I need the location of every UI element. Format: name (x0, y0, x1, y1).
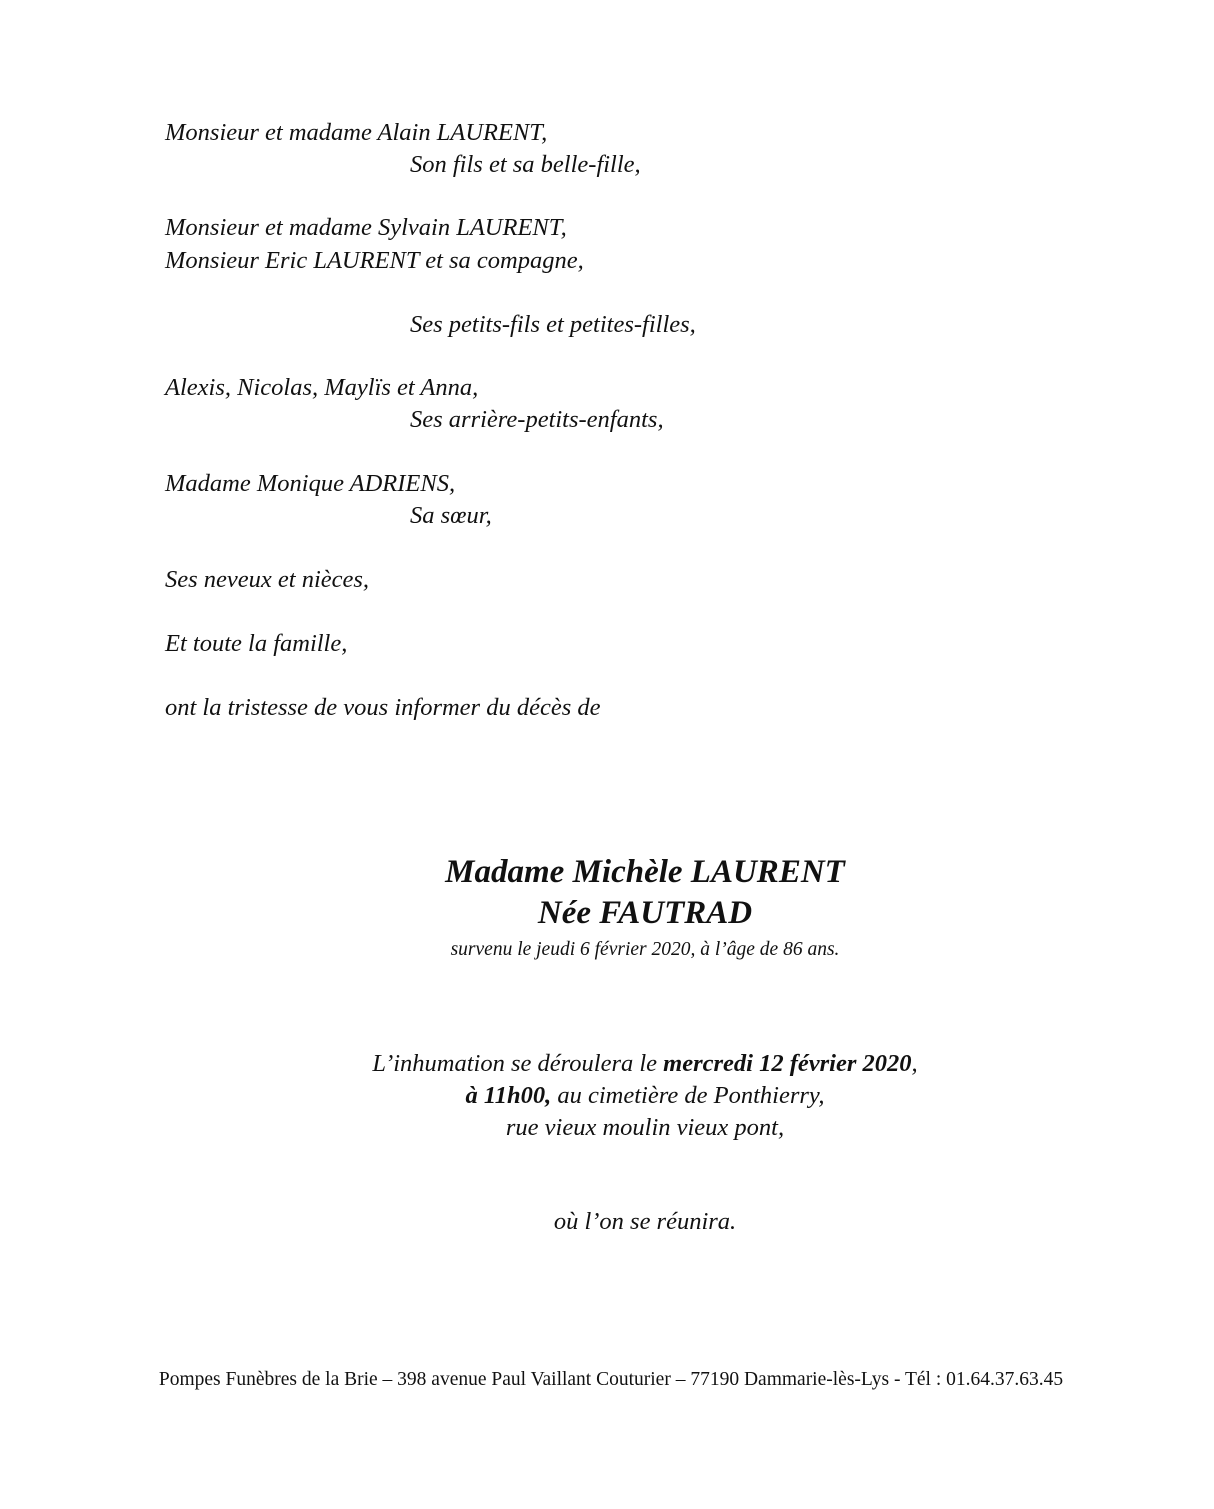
family-relation: Ses arrière-petits-enfants, (410, 406, 664, 433)
family-relation: Sa sœur, (410, 502, 492, 529)
family-line: Alexis, Nicolas, Maylïs et Anna, (165, 374, 479, 401)
ceremony-prefix: L’inhumation se déroulera le (372, 1050, 664, 1077)
family-relation: Ses petits-fils et petites-filles, (410, 311, 696, 338)
funeral-home-footer: Pompes Funèbres de la Brie – 398 avenue Paul Vaillant Couturier – 77190 Dammarie-lès-Lys - Tél : 01.64.37.63.45 (158, 1369, 1064, 1390)
death-note: survenu le jeudi 6 février 2020, à l’âge de 86 ans. (450, 939, 840, 960)
deceased-maiden-name: Née FAUTRAD (537, 895, 753, 931)
ceremony-line-1 (38, 1052, 1214, 1077)
ceremony-place: au cimetière de Ponthierry, (551, 1082, 825, 1109)
gathering-note: où l’on se réunira. (553, 1208, 737, 1235)
family-line: Monsieur et madame Alain LAURENT, (165, 119, 548, 146)
ceremony-address: rue vieux moulin vieux pont, (505, 1114, 785, 1141)
ceremony-line-2 (38, 1084, 1214, 1109)
family-relation: Son fils et sa belle-fille, (410, 151, 641, 178)
family-line: Monsieur et madame Sylvain LAURENT, (165, 214, 567, 241)
family-line: Et toute la famille, (165, 630, 348, 657)
ceremony-time: à 11h00, (465, 1082, 552, 1109)
ceremony-date: mercredi 12 février 2020 (663, 1050, 912, 1077)
announcement-line: ont la tristesse de vous informer du décès de (165, 694, 601, 721)
ceremony-comma: , (911, 1050, 918, 1077)
family-line: Monsieur Eric LAURENT et sa compagne, (165, 247, 584, 274)
family-line: Madame Monique ADRIENS, (165, 470, 456, 497)
family-line: Ses neveux et nièces, (165, 566, 370, 593)
deceased-name: Madame Michèle LAURENT (445, 854, 845, 890)
